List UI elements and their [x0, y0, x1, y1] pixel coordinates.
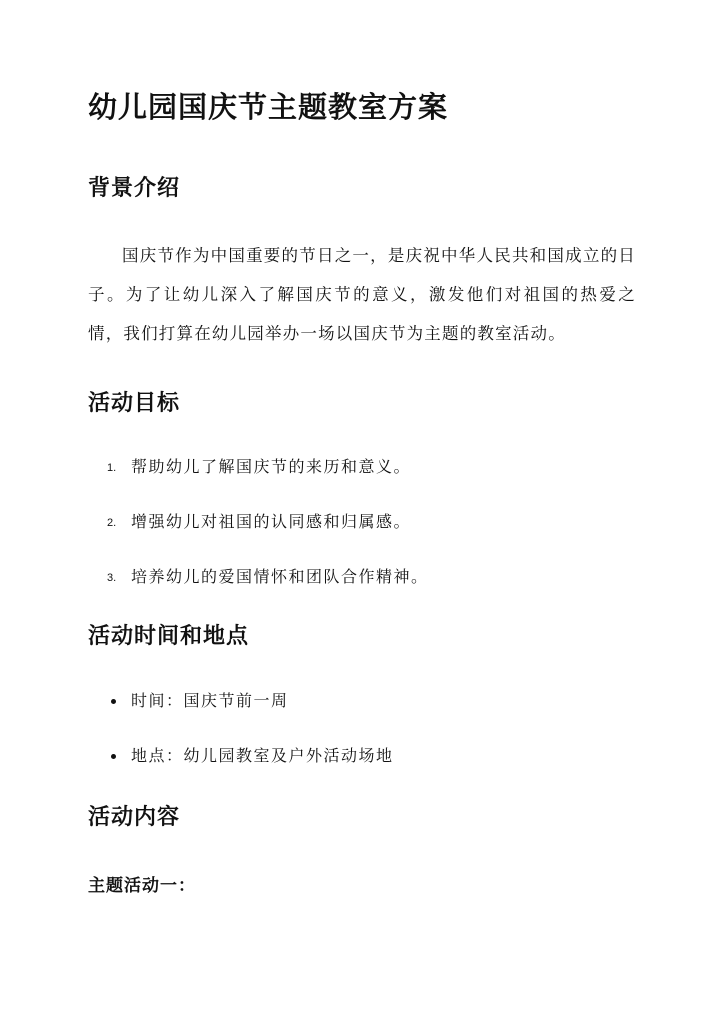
time-place-list-item — [0, 686, 720, 741]
goal-item-text: 帮助幼儿了解国庆节的来历和意义。 — [131, 457, 412, 476]
list-number: 3. — [107, 572, 117, 584]
list-number: 1. — [107, 462, 117, 474]
time-place-list — [0, 686, 720, 796]
subsection-heading-activity-one: 主题活动一： — [88, 876, 196, 896]
goal-item-text: 增强幼儿对祖国的认同感和归属感。 — [131, 512, 412, 531]
goal-item-text: 培养幼儿的爱国情怀和团队合作精神。 — [131, 567, 429, 586]
list-number: 2. — [107, 517, 117, 529]
time-place-list-item — [0, 741, 720, 796]
time-place-item-text: 时间：国庆节前一周 — [131, 691, 289, 710]
goals-list-item — [0, 452, 720, 507]
background-paragraph: 国庆节作为中国重要的节日之一，是庆祝中华人民共和国成立的日子。为了让幼儿深入了解国庆节的意义，激发他们对祖国的热爱之情，我们打算在幼儿园举办一场以国庆节为主题的教室活动。 — [88, 246, 636, 343]
bullet-icon — [111, 699, 116, 704]
bullet-icon — [111, 754, 116, 759]
section-heading-background: 背景介绍 — [88, 175, 181, 201]
time-place-item-text: 地点：幼儿园教室及户外活动场地 — [131, 746, 394, 765]
goals-list — [0, 452, 720, 617]
section-heading-content: 活动内容 — [88, 804, 181, 830]
section-heading-goals: 活动目标 — [88, 390, 181, 416]
document-title: 幼儿园国庆节主题教室方案 — [88, 90, 449, 124]
goals-list-item — [0, 562, 720, 617]
goals-list-item — [0, 507, 720, 562]
section-heading-time-place: 活动时间和地点 — [88, 623, 250, 649]
